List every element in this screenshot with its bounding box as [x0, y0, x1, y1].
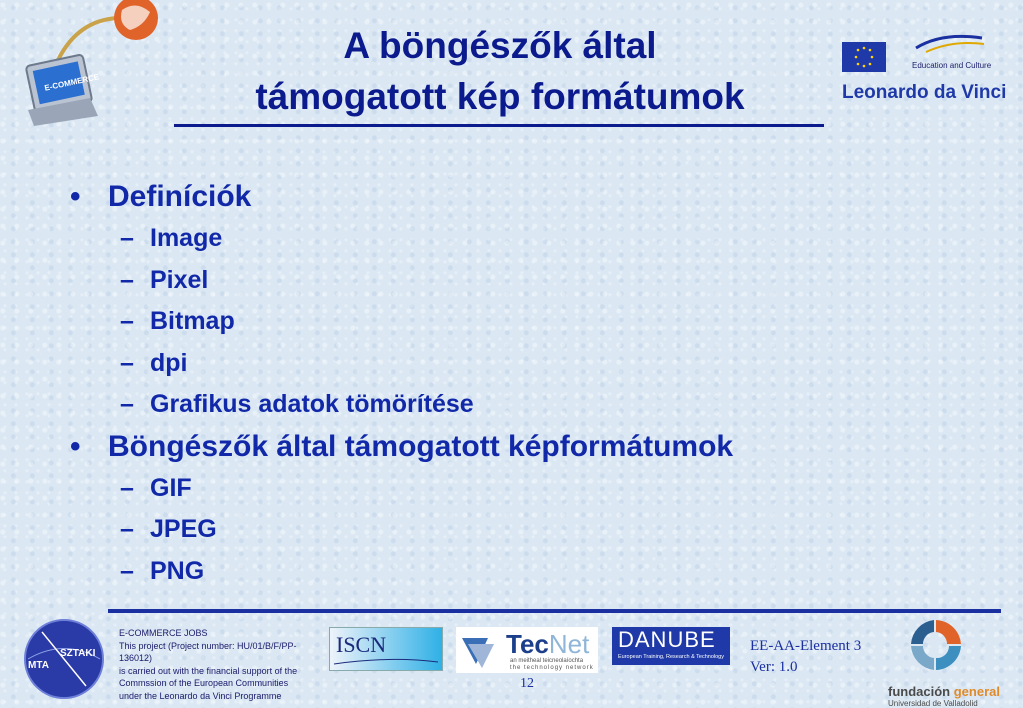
- dash-icon: –: [120, 265, 134, 294]
- bullet-text: Bitmap: [150, 307, 235, 335]
- ecommerce-computer-icon: [18, 0, 178, 130]
- dash-icon: –: [120, 473, 134, 502]
- bullet-text: dpi: [150, 348, 188, 377]
- bullet-text: Pixel: [150, 265, 209, 294]
- footer-divider: [108, 609, 1001, 613]
- mta-sztaki-logo: [22, 618, 106, 705]
- fundacion-swirl-icon: [905, 616, 967, 674]
- dash-icon: –: [120, 348, 134, 377]
- tecnet-tec: Tec: [506, 629, 549, 659]
- bullet-text: Grafikus adatok tömörítése: [150, 390, 474, 418]
- tecnet-logo: [456, 627, 598, 673]
- funding-notice-line: This project (Project number: HU/01/B/F/PP-136012): [119, 640, 297, 663]
- iscn-text: ISCN: [336, 632, 387, 657]
- mta-text: MTA: [28, 660, 49, 671]
- bullet-list: [70, 176, 733, 592]
- sub-bullet-item: [70, 468, 733, 510]
- ecommerce-logo: [18, 0, 178, 130]
- fundacion-text: [888, 684, 1000, 699]
- funding-notice-line: E-COMMERCE JOBS: [119, 628, 208, 638]
- bullet-text: Image: [150, 224, 223, 252]
- danube-subtitle: European Training, Research & Technology: [618, 654, 724, 660]
- dash-icon: –: [120, 224, 134, 252]
- eu-flag-icon: [842, 42, 886, 72]
- mta-sztaki-globe-icon: [22, 618, 106, 700]
- dash-icon: –: [120, 307, 134, 335]
- fundacion-subtitle: Universidad de Valladolid: [888, 699, 978, 708]
- bullet-dot-icon: •: [70, 180, 81, 213]
- education-culture-text: Education and Culture: [912, 61, 992, 70]
- education-swoosh-icon: [912, 28, 992, 58]
- version-text: Ver: 1.0: [750, 659, 798, 675]
- sub-bullet-item: [70, 551, 733, 593]
- ecommerce-label: E-COMMERCE: [43, 72, 100, 93]
- iscn-logo: [329, 627, 443, 671]
- danube-logo: [612, 627, 730, 665]
- bullet-text: JPEG: [150, 515, 217, 543]
- education-culture-logo: [912, 28, 992, 70]
- sub-bullet-item: [70, 384, 733, 426]
- sub-bullet-item: [70, 218, 733, 260]
- sub-bullet-item: [70, 301, 733, 343]
- bullet-item: [70, 176, 733, 218]
- page-number: 12: [520, 676, 534, 691]
- bullet-text: GIF: [150, 473, 192, 502]
- fundacion-word: fundación: [888, 684, 951, 699]
- funding-notice: [119, 627, 324, 702]
- funding-notice-line: under the Leonardo da Vinci Programme: [119, 690, 282, 701]
- title-underline: [174, 124, 824, 127]
- page-title: [170, 20, 830, 122]
- general-word: general: [953, 684, 1000, 699]
- bullet-text: PNG: [150, 556, 205, 585]
- sub-bullet-item: [70, 260, 733, 302]
- bullet-item: [70, 426, 733, 468]
- fundacion-general-logo: [905, 616, 967, 679]
- title-line-1: A böngészők által: [343, 25, 657, 66]
- danube-text: DANUBE: [618, 627, 716, 652]
- funding-notice-line: Commssion of the European Communities: [119, 678, 289, 688]
- funding-notice-line: is carried out with the financial support of the: [119, 665, 298, 676]
- dash-icon: –: [120, 515, 134, 543]
- version-info: [750, 636, 861, 678]
- eu-flag-logo: [842, 42, 886, 77]
- dash-icon: –: [120, 556, 134, 585]
- tecnet-sub2: the technology network: [510, 665, 594, 671]
- bullet-text: Böngészők által támogatott képformátumok: [108, 429, 734, 463]
- tecnet-net: Net: [548, 629, 590, 659]
- leonardo-text: Leonardo da Vinci: [842, 82, 1007, 103]
- sub-bullet-item: [70, 343, 733, 385]
- sub-bullet-item: [70, 509, 733, 551]
- bullet-text: Definíciók: [108, 180, 252, 213]
- tecnet-wordmark: [506, 629, 589, 660]
- tecnet-sub1: an meitheal teicneolaíochta: [510, 658, 584, 664]
- dash-icon: –: [120, 390, 134, 418]
- element-id: EE-AA-Element 3: [750, 638, 862, 654]
- tecnet-mark-icon: [458, 630, 498, 670]
- sztaki-text: SZTAKI: [60, 648, 96, 659]
- bullet-dot-icon: •: [70, 429, 81, 463]
- iscn-swoosh-icon: [330, 628, 442, 670]
- title-line-2: támogatott kép formátumok: [255, 76, 745, 117]
